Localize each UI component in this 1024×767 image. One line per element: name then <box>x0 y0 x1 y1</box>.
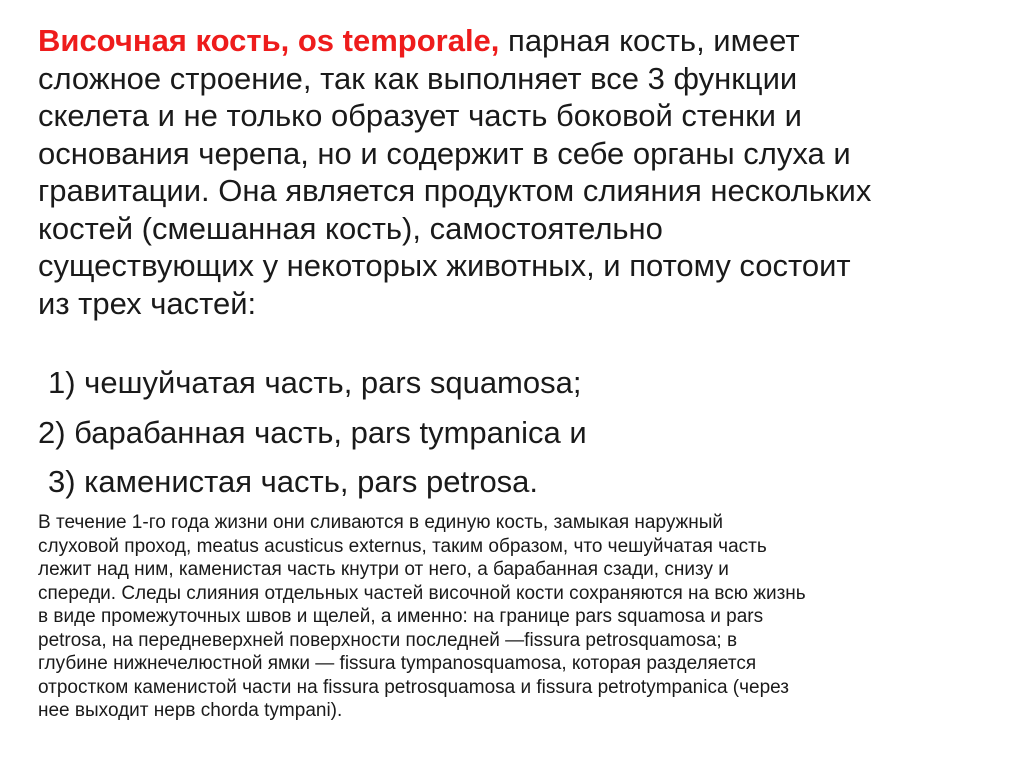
main-paragraph <box>38 22 998 322</box>
note-line-7: глубине нижнечелюстной ямки — fissura tympanosquamosa, которая разделяется <box>38 653 757 674</box>
term-highlight: Височная кость, os temporale, <box>38 23 500 58</box>
note-line-4: спереди. Следы слияния отдельных частей височной кости сохраняются на всю жизнь <box>38 582 806 604</box>
note-line-2: слуховой проход, meatus acusticus externus, таким образом, что чешуйчатая часть <box>38 535 767 557</box>
main-line-6: костей (смешанная кость), самостоятельно <box>38 210 663 246</box>
note-line-1: В течение 1-го года жизни они сливаются в единую кость, замыкая наружный <box>38 512 724 533</box>
note-paragraph <box>38 511 998 723</box>
note-line-8: отростком каменистой части на fissura petrosquamosa и fissura petrotympanica (через <box>38 676 790 698</box>
main-line-3: скелета и не только образует часть боковой стенки и <box>38 98 802 133</box>
note-line-3: лежит над ним, каменистая часть кнутри от него, а барабанная сзади, снизу и <box>38 559 729 580</box>
main-line-8: из трех частей: <box>38 285 257 321</box>
note-line-5: в виде промежуточных швов и щелей, а именно: на границе pars squamosa и pars <box>38 606 764 627</box>
main-line-1-text: парная кость, имеет <box>499 23 800 58</box>
list-item-petrosa: 3) каменистая часть, pars petrosa. <box>48 464 539 499</box>
list-item-squamosa: 1) чешуйчатая часть, pars squamosa; <box>48 365 582 400</box>
note-line-6: petrosa, на передневерхней поверхности последней —fissura petrosquamosa; в <box>38 629 738 651</box>
main-line-2: сложное строение, так как выполняет все 3 функции <box>38 60 798 96</box>
list-item-tympanica: 2) барабанная часть, pars tympanica и <box>38 415 587 450</box>
main-line-4: основания черепа, но и содержит в себе органы слуха и <box>38 135 851 171</box>
note-line-9: нее выходит нерв chorda tympani). <box>38 700 343 721</box>
main-line-7: существующих у некоторых животных, и потому состоит <box>38 248 851 283</box>
main-line-5: гравитации. Она является продуктом слияния нескольких <box>38 173 872 208</box>
main-line-1 <box>38 22 998 60</box>
